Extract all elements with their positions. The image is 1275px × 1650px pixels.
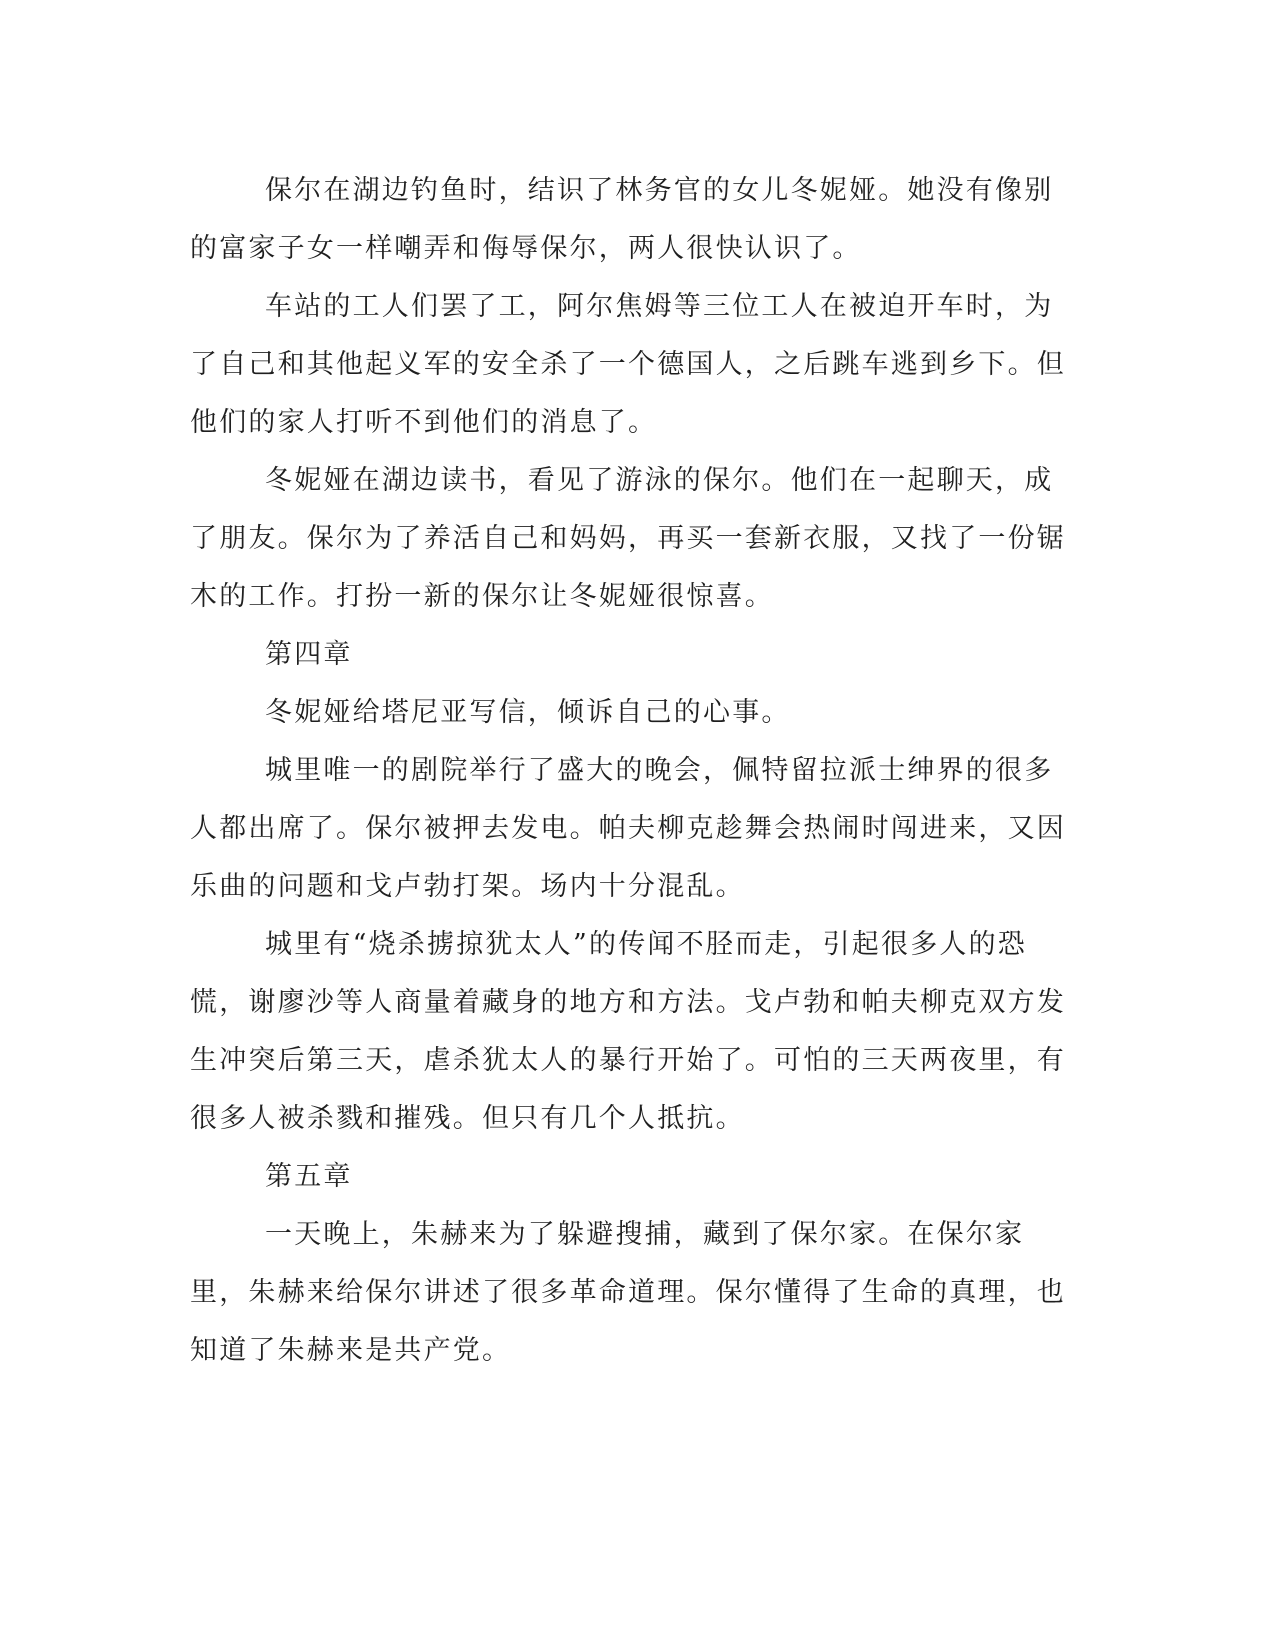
chapter-heading: 第五章 [265, 1161, 353, 1192]
paragraph: 车站的工人们罢了工，阿尔焦姆等三位工人在被迫开车时，为了自己和其他起义军的安全杀了一个德国人，之后跳车逃到乡下。但他们的家人打听不到他们的消息了。 [190, 291, 1066, 438]
paragraph: 城里唯一的剧院举行了盛大的晚会，佩特留拉派士绅界的很多人都出席了。保尔被押去发电。帕夫柳克趁舞会热闹时闯进来，又因乐曲的问题和戈卢勃打架。场内十分混乱。 [190, 755, 1066, 902]
chapter-heading: 第四章 [265, 639, 353, 670]
document-body [190, 162, 1080, 1380]
paragraph: 冬妮娅给塔尼亚写信，倾诉自己的心事。 [265, 697, 791, 728]
paragraph: 冬妮娅在湖边读书，看见了游泳的保尔。他们在一起聊天，成了朋友。保尔为了养活自己和妈妈，再买一套新衣服，又找了一份锯木的工作。打扮一新的保尔让冬妮娅很惊喜。 [190, 465, 1066, 612]
paragraph: 一天晚上，朱赫来为了躲避搜捕，藏到了保尔家。在保尔家里，朱赫来给保尔讲述了很多革命道理。保尔懂得了生命的真理，也知道了朱赫来是共产党。 [190, 1219, 1066, 1366]
paragraph: 城里有“烧杀掳掠犹太人”的传闻不胫而走，引起很多人的恐慌，谢廖沙等人商量着藏身的地方和方法。戈卢勃和帕夫柳克双方发生冲突后第三天，虐杀犹太人的暴行开始了。可怕的三天两夜里，有很多人被杀戮和摧残。但只有几个人抵抗。 [190, 929, 1066, 1134]
paragraph: 保尔在湖边钓鱼时，结识了林务官的女儿冬妮娅。她没有像别的富家子女一样嘲弄和侮辱保尔，两人很快认识了。 [190, 175, 1054, 264]
